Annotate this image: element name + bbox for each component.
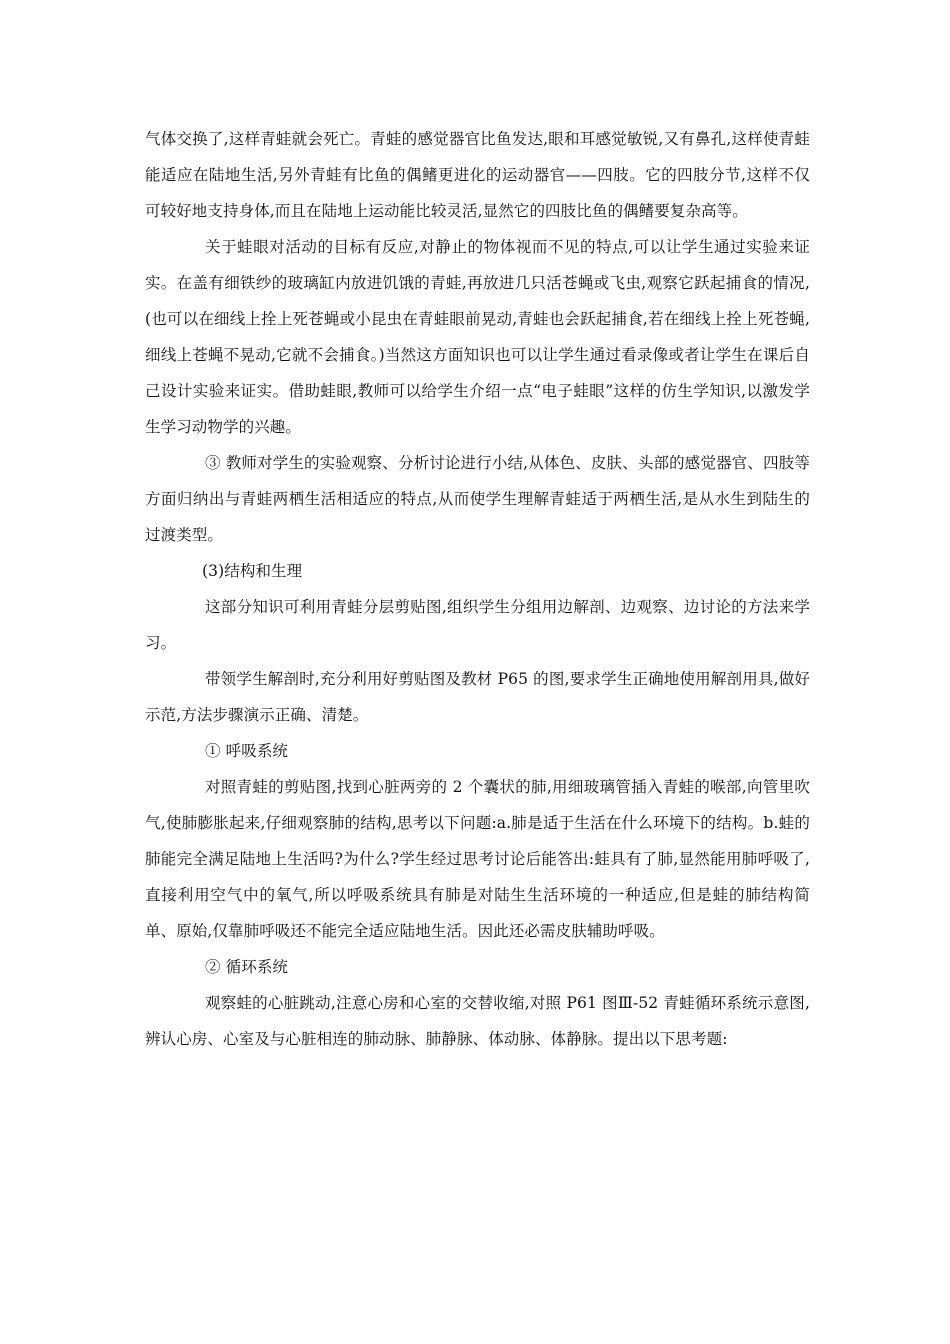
document-body xyxy=(145,121,810,1057)
paragraph-frog-eye-experiment: 关于蛙眼对活动的目标有反应,对静止的物体视而不见的特点,可以让学生通过实验来证实。在盖有细铁纱的玻璃缸内放进饥饿的青蛙,再放进几只活苍蝇或飞虫,观察它跃起捕食的情况,(也可以在细线上拴上死苍蝇或小昆虫在青蛙眼前晃动,青蛙也会跃起捕食,若在细线上拴上死苍蝇,细线上苍蝇不晃动,它就不会捕食。)当然这方面知识也可以让学生通过看录像或者让学生在课后自己设计实验来证实。借助蛙眼,教师可以给学生介绍一点“电子蛙眼”这样的仿生学知识,以激发学生学习动物学的兴趣。 xyxy=(145,238,810,436)
paragraph-teacher-summary: ③ 教师对学生的实验观察、分析讨论进行小结,从体色、皮肤、头部的感觉器官、四肢等方面归纳出与青蛙两栖生活相适应的特点,从而使学生理解青蛙适于两栖生活,是从水生到陆生的过渡类型。 xyxy=(145,454,810,544)
paragraph-dissection-guidance: 带领学生解剖时,充分利用好剪贴图及教材 P65 的图,要求学生正确地使用解剖用具,做好示范,方法步骤演示正确、清楚。 xyxy=(145,670,810,724)
paragraph-circulatory-system: 观察蛙的心脏跳动,注意心房和心室的交替收缩,对照 P61 图Ⅲ-52 青蛙循环系统示意图,辨认心房、心室及与心脏相连的肺动脉、肺静脉、体动脉、体静脉。提出以下思考题: xyxy=(145,994,810,1048)
paragraph-frog-senses-limbs: 气体交换了,这样青蛙就会死亡。青蛙的感觉器官比鱼发达,眼和耳感觉敏锐,又有鼻孔,这样使青蛙能适应在陆地生活,另外青蛙有比鱼的偶鳍更进化的运动器官——四肢。它的四肢分节,这样不仅可较好地支持身体,而且在陆地上运动能比较灵活,显然它的四肢比鱼的偶鳍要复杂高等。 xyxy=(145,130,810,220)
subheading-circulatory-system: ② 循环系统 xyxy=(205,958,289,976)
subheading-respiratory-system: ① 呼吸系统 xyxy=(205,742,289,760)
section-heading-structure-physiology: (3)结构和生理 xyxy=(202,562,303,580)
paragraph-dissection-method: 这部分知识可利用青蛙分层剪贴图,组织学生分组用边解剖、边观察、边讨论的方法来学习。 xyxy=(145,598,810,652)
paragraph-respiratory-system: 对照青蛙的剪贴图,找到心脏两旁的 2 个囊状的肺,用细玻璃管插入青蛙的喉部,向管里吹气,使肺膨胀起来,仔细观察肺的结构,思考以下问题:a.肺是适于生活在什么环境下的结构。b.蛙的肺能完全满足陆地上生活吗?为什么?学生经过思考讨论后能答出:蛙具有了肺,显然能用肺呼吸了,直接利用空气中的氧气,所以呼吸系统具有肺是对陆生生活环境的一种适应,但是蛙的肺结构简单、原始,仅靠肺呼吸还不能完全适应陆地生活。因此还必需皮肤辅助呼吸。 xyxy=(145,778,810,940)
